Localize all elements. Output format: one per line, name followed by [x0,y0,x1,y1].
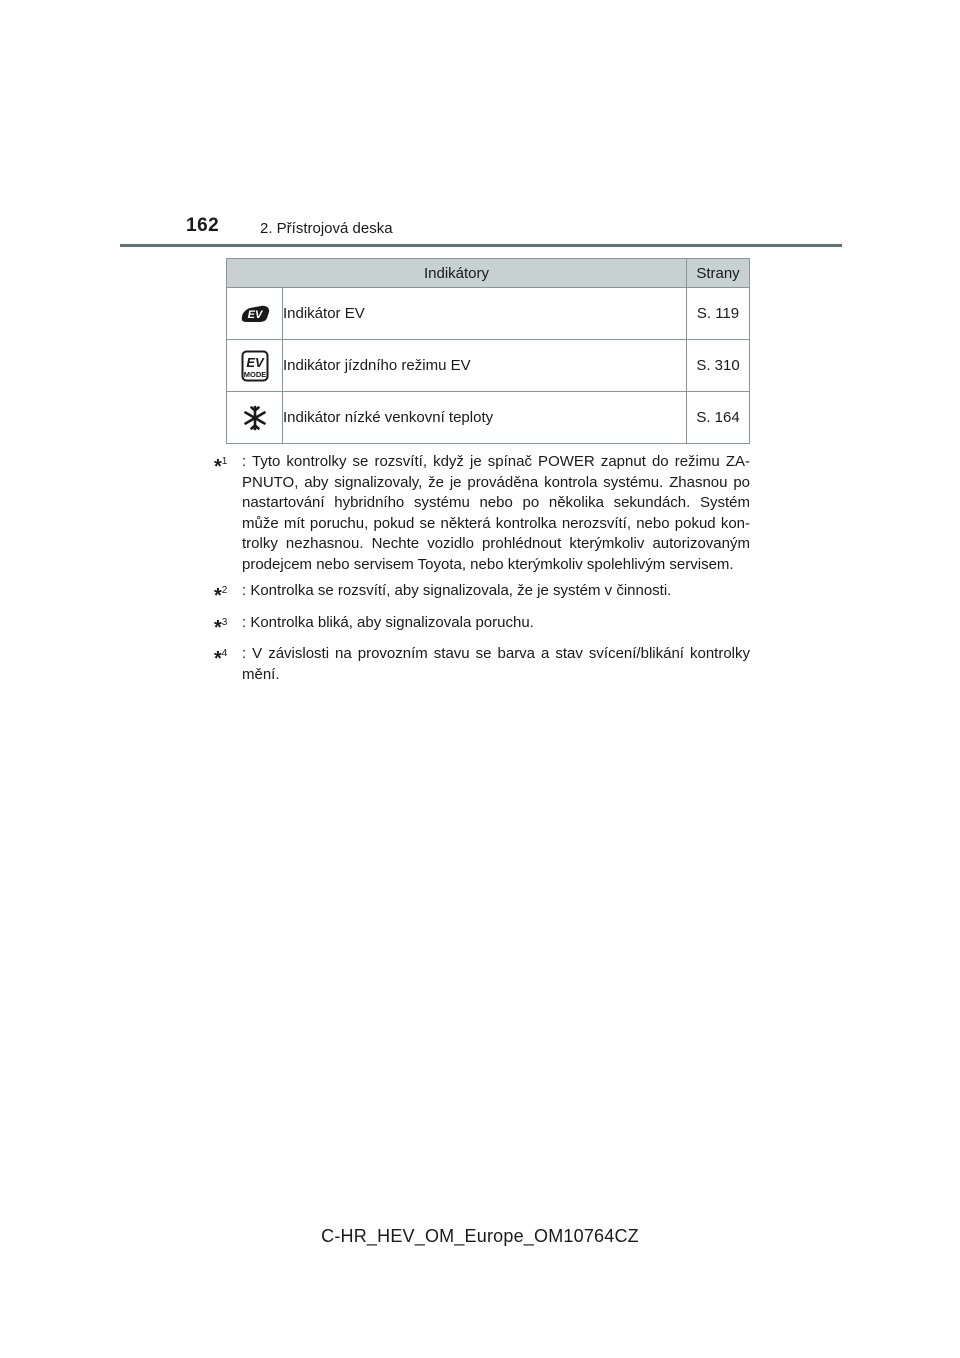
table-row [227,288,750,340]
row-page-reference: S. 310 [687,340,750,392]
table-row [227,340,750,392]
table-header-row [227,259,750,288]
footnote-marker: *$^2$ [214,585,228,607]
row-page-reference: S. 119 [687,288,750,340]
snowflake-icon [227,404,282,432]
column-header-indicators: Indikátory [227,259,687,288]
icon-cell [227,340,283,392]
row-description: Indikátor EV [283,288,687,340]
footnote-text: : Kontrolka bliká, aby signalizovala poruchu. [242,613,534,631]
footnotes [214,452,750,691]
table-row [227,392,750,444]
svg-text:EV: EV [247,308,262,321]
svg-text:MODE: MODE [243,369,266,379]
footnote-marker: *$^3$ [214,616,228,639]
icon-cell [227,392,283,444]
ev-indicator-icon [227,303,282,325]
section-title: 2. Přístrojová deska [260,220,393,237]
document-code: C-HR_HEV_OM_Europe_OM10764CZ [321,1226,639,1246]
page-number: 162 [186,215,220,236]
column-header-pages: Strany [687,259,750,288]
indicator-table [226,258,750,444]
row-description: Indikátor nízké venkovní teploty [283,392,687,444]
footnote [214,644,750,685]
row-description: Indikátor jízdního režimu EV [283,340,687,392]
footnote-marker: *$^1$ [214,456,228,478]
footnote [214,613,750,639]
svg-text:EV: EV [245,354,264,370]
footnote-text: : Kontrolka se rozsvítí, aby signalizovala, že je systém v činnosti. [242,582,672,599]
footnote-marker: *$^4$ [214,648,228,670]
header-divider [120,244,842,247]
footnote [214,581,750,607]
row-page-reference: S. 164 [687,392,750,444]
footnote-text: : Tyto kontrolky se rozsvítí, když je spínač POWER zapnut do režimu ZA-PNUTO, aby signalizovaly, že je prováděna kontrola systému. Zhasnou po nastartování hybridního systému nebo po několika sekundách. Systém může mít poruchu, pokud se některá kontrolka nerozsvítí, nebo pokud kon-trolky nezhasnou. Nechte vozidlo prohlédnout kterýmkoliv autorizovaným prodejcem nebo servisem Toyota, nebo kterýmkoliv spolehlivým servisem. [242,453,750,573]
footnote [214,452,750,575]
icon-cell [227,288,283,340]
ev-mode-indicator-icon [227,350,282,382]
footnote-text: : V závislosti na provozním stavu se barva a stav svícení/blikání kontrolky mění. [242,645,750,683]
